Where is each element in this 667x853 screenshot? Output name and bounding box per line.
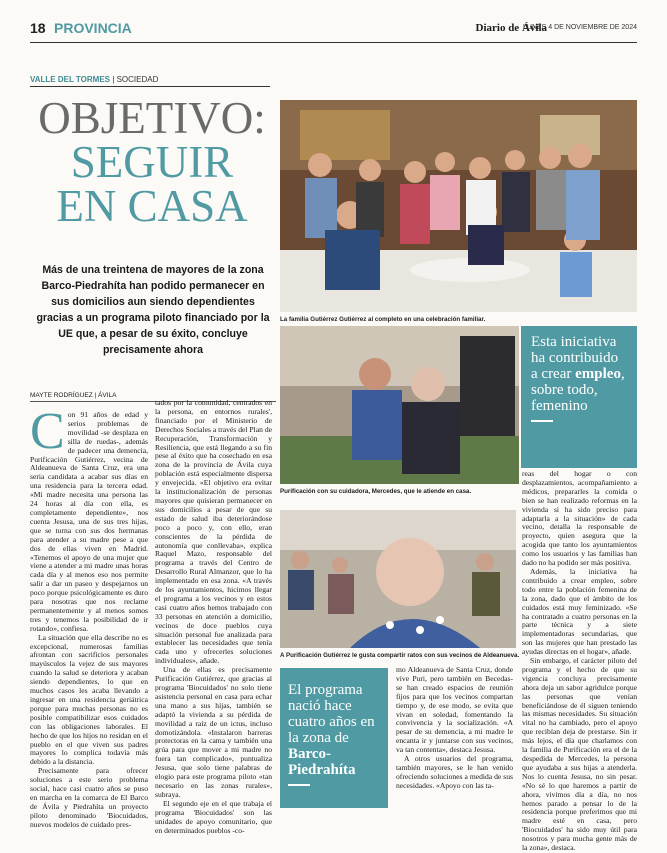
article-column-2 xyxy=(155,398,272,835)
article-column-3 xyxy=(396,666,513,831)
highlight-1-post: , sobre todo, femenino xyxy=(531,366,625,414)
byline: MAYTE RODRÍGUEZ | ÁVILA xyxy=(30,392,276,402)
issue-date: LUNES 4 DE NOVIEMBRE DE 2024 xyxy=(523,24,637,31)
highlight-1-rule xyxy=(531,420,553,422)
headline-line-2: SEGUIR xyxy=(70,137,234,187)
headline-line-3: EN CASA xyxy=(56,181,248,231)
col1-paragraph-1: on 91 años de edad y serios problemas de movilidad -se desplaza en silla de ruedas-, además de padecer una demencia, Purificación Gutiérrez, vecina de Aldeanueva de Santa Cruz, era una seria candidata a acabar sus días en una residencia para la tercera edad. «Mi madre necesita una persona las 24 horas al día con ella, es completamente dependiente», nos cuenta Jesusa, una de sus tres hijas, que se turna con sus dos hermanas para atender a su madre pese a que dos de ellas viven en Madrid. «Tenemos el apoyo de una mujer que viene a atender a mi madre unas horas cada día y al menos eso nos permite salir a dar un paseo y despejarnos un poco porque psicológicamente es duro para nosotras que nos reclame permanentemente y al menos somos tres y tenemos la posibilidad de ir rotando», confiesa. xyxy=(30,410,148,633)
col4-paragraph-3: Sin embargo, el carácter piloto del programa y el hecho de que su vigencia concluya precisamente ahora deja un sabor agridulce porque las personas que venían beneficiándose de él siguen teniendo las mismas necesidades. Su situación vital no ha cambiado, pero el apoyo que recibían deja de prestarse. Sin ir más lejos, el día que charlamos con la familia de Purificación era el de la despedida de Mercedes, la persona que ayudaba a sus hijas a atenderla. Nos lo cuenta Jesusa, no sin pesar. «No sé lo que haremos a partir de ahora, vivimos día a día, no nos hemos parado a pensar lo de la residencia porque preferimos que mi madre esté en casa, pero 'Biocuidados' ha sido muy útil para nosotros y para mucha gente más de la zona», destaca. xyxy=(522,656,637,853)
headline xyxy=(32,93,272,231)
article-column-1 xyxy=(30,403,148,831)
neighbors-photo-image xyxy=(280,510,516,648)
family-photo-image xyxy=(280,100,637,312)
headline-line-1: OBJETIVO: xyxy=(38,93,266,143)
caregiver-photo xyxy=(280,326,519,484)
highlight-box-2 xyxy=(280,668,388,808)
photo-1-caption: La familia Gutiérrez Gutiérrez al completo en una celebración familiar. xyxy=(280,316,486,323)
col4-paragraph-1: reas del hogar o con desplazamientos, acompañamiento a médicos, prepararles la comida o bien se han realizado reformas en la vivienda si ha sido preciso para adaptarla a la situación» de cada vecino, detalla la responsable de proyecto, quien asegura que la acogida que tanto los ayuntamientos como los usuarios y las familias han dado no ha podido ser más positiva. xyxy=(522,469,637,568)
highlight-2-text: El programa nació hace cuatro años en la zona de xyxy=(288,682,375,746)
kicker-region: VALLE DEL TORMES xyxy=(30,75,111,84)
col2-paragraph-1: tados por la comunidad, centrados en la persona, en entornos rurales', financiado por el Ministerio de Derechos Sociales a través del Plan de Recuperación, Transformación y Resiliencia, que está llegando a su fin pese al éxito que ha cosechado en esa zona de la provincia de Ávila cuya población está especialmente dispersa y envejecida. «El objetivo era evitar la institucionalización de personas mayores que quisieran permanecer en sus domicilios a pesar de que su estado de salud iba deteriorándose poco a poco y, con ello, eran conscientes de la pérdida de autonomía que conllevaba», explica Raquel Mazo, responsable del programa a través del Centro de Desarrollo Rural Almanzor, que lo ha implementado en esa zona. «A través de los ayuntamientos, hicimos llegar el programa a los vecinos y en estos casi cuatro años hemos trabajado con 33 personas en atención a domicilio, vecinos de doce pueblos cuya situación personal fue analizada para establecer las necesidades que tenía cada uno y ofrecerles soluciones individuales», añade. xyxy=(155,398,272,666)
col3-paragraph-1: mo Aldeanueva de Santa Cruz, donde vive Puri, pero también en Becedas- se han creado espacios de reunión fijos para que los vecinos compartan tiempo y, de ese modo, se evita que vivan en soledad, fomentando la convivencia y la socialización. «A pesar de su demencia, a mi madre le encanta ir y juntarse con sus vecinos, va tan contenta», destaca Jesusa. xyxy=(396,665,513,755)
highlight-2-rule xyxy=(288,784,310,786)
kicker-separator: | xyxy=(112,75,115,84)
family-photo xyxy=(280,100,637,312)
photo-2-caption: Purificación con su cuidadora, Mercedes, que le atiende en casa. xyxy=(280,488,472,495)
newspaper-name: Diario de Ávila xyxy=(475,22,547,34)
highlight-1-text: Esta iniciativa ha contribuido a crear xyxy=(531,334,619,382)
kicker-category: SOCIEDAD xyxy=(116,75,159,84)
neighbors-photo xyxy=(280,510,516,648)
kicker-rule xyxy=(30,86,270,87)
dropcap: C xyxy=(30,403,65,460)
col1-paragraph-2: La situación que ella describe no es excepcional, numerosas familias afrontan con sacrificios personales mayúsculos la vejez de sus mayores cuando la salud se deteriora y acaban siendo dependientes, lo que en muchos casos les acaba llevando a ingresar en una residencia geriátrica porque para muchas personas no es posible compatibilizar esos cuidados con las obligaciones laborales. El hecho de que los hijos no residan en el pueblo en el que viven sus padres mayores lo complica todavía más debido a la distancia. xyxy=(30,632,148,767)
highlight-2-bold: Barco-Piedrahíta xyxy=(288,746,356,778)
section-name: PROVINCIA xyxy=(54,20,132,36)
highlight-box-1 xyxy=(521,326,637,468)
article-kicker xyxy=(30,75,158,84)
page-number: 18 xyxy=(30,20,46,36)
col2-paragraph-2: Una de ellas es precisamente Purificación Gutiérrez, que gracias al programa 'Biocuidados' no solo tiene asistencia personal en casa para echar una mano a sus hijas, también se adaptó la vivienda a su pérdida de movilidad a raíz de un ictus, incluso domotizándola. «Instalaron barreras protectoras en la cama y también una grúa para que mover a mi madre no fuera tan complicado», puntualiza Jesusa, que solo tiene palabras de elogio para este programa piloto «tan necesario en las zonas rurales», subraya. xyxy=(155,665,272,799)
caregiver-photo-image xyxy=(280,326,519,484)
article-column-4 xyxy=(522,469,637,853)
col1-paragraph-3: Precisamente para ofrecer soluciones a este serio problema social, hace casi cuatro años se puso en marcha en la comarca de El Barco de Ávila y Piedrahíta un proyecto piloto denominado 'Biocuidados, nuevos modelos de cuidado pres- xyxy=(30,766,148,829)
col2-paragraph-3: El segundo eje en el que trabaja el programa 'Biocuidados' son las unidades de apoyo comunitario, que en determinados pueblos -co- xyxy=(155,798,272,835)
photo-3-caption: A Purificación Gutiérrez le gusta compartir ratos con sus vecinos de Aldeanueva. xyxy=(280,652,520,659)
page-header xyxy=(30,18,637,43)
col3-paragraph-2: A otros usuarios del programa, también mayores, se le han venido ofreciendo soluciones a medida de sus necesidades. «Apoyo con las ta- xyxy=(396,754,513,790)
col4-paragraph-2: Además, la iniciativa ha contribuido a crear empleo, sobre todo entre la población femenina de la zona, dado que el ámbito de los cuidados está muy feminizado. «Se ha contratado a cuatro personas en la parte técnica y a siete implementadoras secundarias, que son las mujeres que han prestado las ayudas directas en el hogar», añade. xyxy=(522,566,637,657)
highlight-1-bold: empleo xyxy=(575,366,621,382)
subheadline: Más de una treintena de mayores de la zona Barco-Piedrahíta han podido permanecer en sus domicilios aun siendo dependientes gracias a un programa piloto financiado por la UE que, a pesar de su éxito, concluye precisamente ahora xyxy=(36,264,270,356)
